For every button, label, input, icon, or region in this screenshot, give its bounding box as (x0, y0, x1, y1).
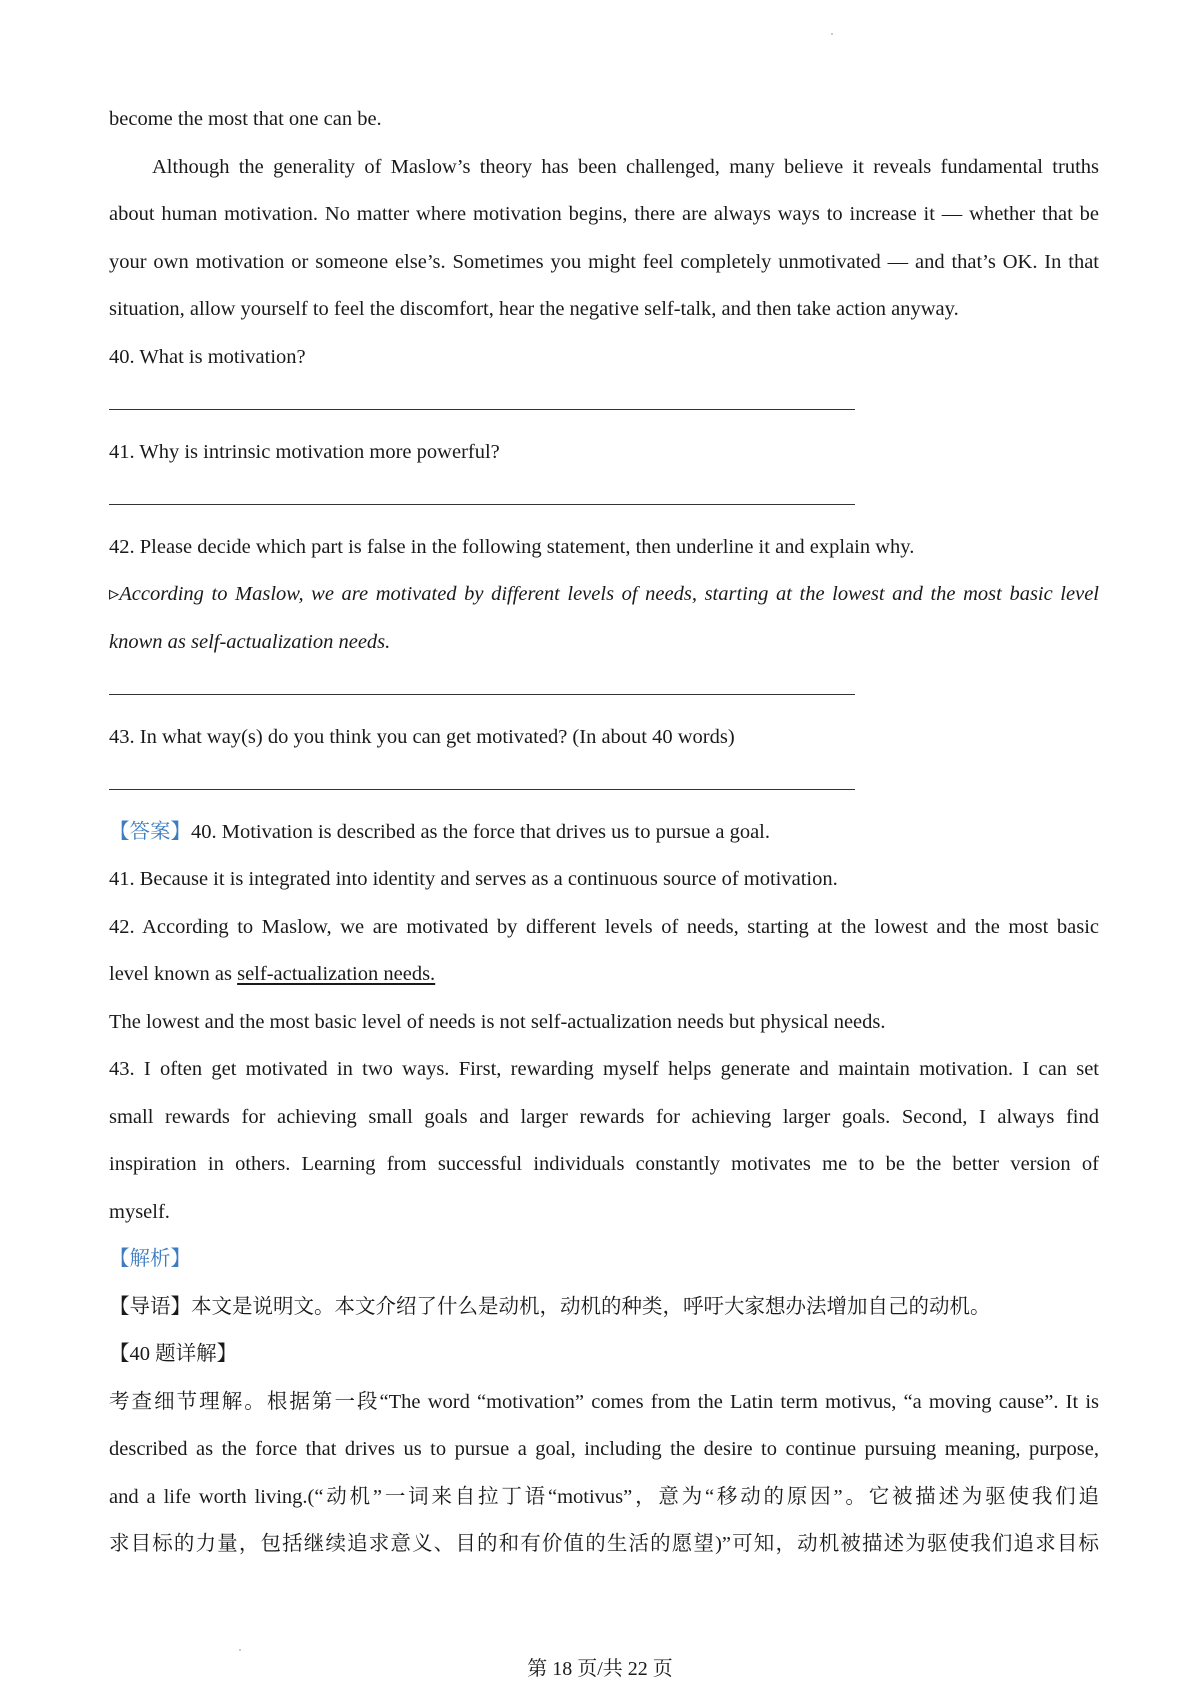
analysis-detail-line: 考查细节理解。根据第一段“The word “motivation” comes from the Latin term motivus, “a moving cause”. It is (109, 1390, 1099, 1413)
scan-speck (831, 33, 833, 35)
passage-line: become the most that one can be. (109, 108, 382, 130)
answer-41: 41. Because it is integrated into identity and serves as a continuous source of motivation. (109, 868, 838, 890)
passage-line: Although the generality of Maslow’s theory has been challenged, many believe it reveals fundamental truths (152, 155, 1099, 178)
answer-42: level known as self-actualization needs. (109, 963, 436, 985)
scan-speck (239, 1649, 241, 1651)
answer-blank-43[interactable] (109, 761, 1099, 809)
answer-43: 43. I often get motivated in two ways. First, rewarding myself helps generate and maintain motivation. I can set (109, 1058, 1099, 1080)
analysis-detail-line: and a life worth living.(“动机”一词来自拉丁语“motivus”，意为“移动的原因”。它被描述为驱使我们追 (109, 1485, 1099, 1508)
passage-line: about human motivation. No matter where motivation begins, there are always ways to increase it — whether that be (109, 203, 1099, 225)
answer-43: myself. (109, 1200, 170, 1223)
answer-43: inspiration in others. Learning from successful individuals constantly motivates me to be the better version of (109, 1153, 1099, 1175)
question-42-statement: ▹According to Maslow, we are motivated by different levels of needs, starting at the lowest and the most basic level (109, 583, 1099, 605)
analysis-detail-line: described as the force that drives us to pursue a goal, including the desire to continue pursuing meaning, purpose, (109, 1438, 1099, 1460)
question-42: 42. Please decide which part is false in the following statement, then underline it and explain why. (109, 535, 915, 558)
page-content (109, 96, 1099, 1569)
analysis-detail-heading: 【40 题详解】 (109, 1343, 238, 1365)
underlined-false-part: self-actualization needs. (237, 963, 436, 985)
answer-43: small rewards for achieving small goals and larger rewards for achieving larger goals. Second, I always find (109, 1105, 1099, 1128)
page-number: 第 18 页/共 22 页 (527, 1658, 673, 1680)
analysis-intro: 【导语】本文是说明文。本文介绍了什么是动机，动机的种类，呼吁大家想办法增加自己的动机。 (109, 1295, 991, 1318)
question-41: 41. Why is intrinsic motivation more powerful? (109, 440, 500, 463)
answer-label: 【答案】 (109, 820, 191, 843)
answer-42-explanation: The lowest and the most basic level of needs is not self-actualization needs but physical needs. (109, 1010, 886, 1033)
question-43: 43. In what way(s) do you think you can get motivated? (In about 40 words) (109, 725, 735, 748)
question-40: 40. What is motivation? (109, 345, 306, 368)
question-42-statement: known as self-actualization needs. (109, 630, 391, 653)
answer-40: 【答案】40. Motivation is described as the force that drives us to pursue a goal. (109, 820, 770, 843)
answer-42: 42. According to Maslow, we are motivated by different levels of needs, starting at the lowest and the most basic (109, 915, 1099, 938)
passage-line: your own motivation or someone else’s. Sometimes you might feel completely unmotivated — and that’s OK. In that (109, 250, 1099, 273)
passage-line: situation, allow yourself to feel the discomfort, hear the negative self-talk, and then take action anyway. (109, 298, 959, 320)
answer-blank-42[interactable] (109, 666, 1099, 714)
analysis-label: 【解析】 (109, 1248, 191, 1270)
answer-blank-40[interactable] (109, 381, 1099, 429)
analysis-detail-line: 求目标的力量，包括继续追求意义、目的和有价值的生活的愿望)”可知，动机被描述为驱使我们追求目标 (109, 1533, 1099, 1555)
answer-blank-41[interactable] (109, 476, 1099, 524)
